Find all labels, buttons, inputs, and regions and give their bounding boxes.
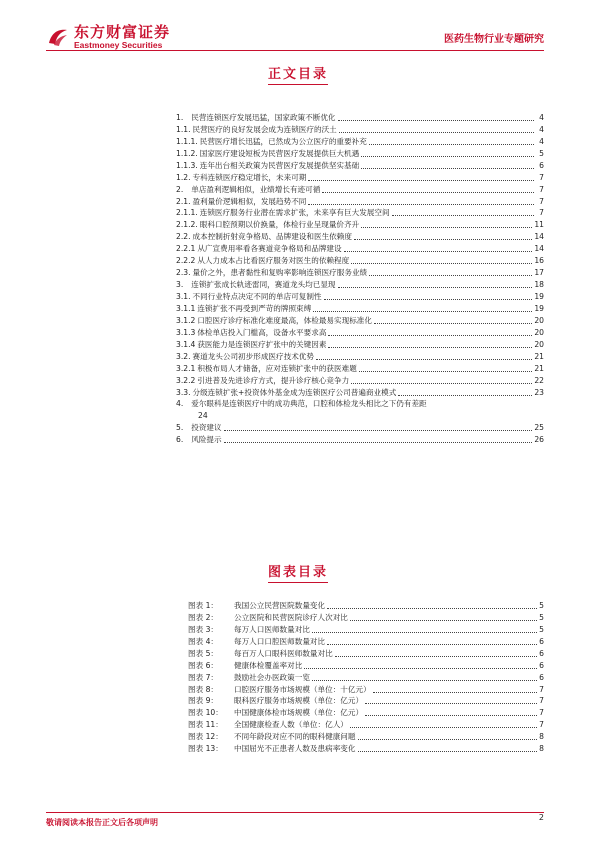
figures-title-text: 图表目录: [268, 561, 328, 583]
toc-entry[interactable]: [176, 148, 544, 160]
toc-entry-page: 7: [539, 172, 544, 182]
dot-leader: [308, 203, 534, 205]
toc-entry-text: 连锁扩张成长轨迹雷同，赛道龙头均已显现: [191, 280, 336, 290]
figure-entry-label: 图表 13：: [188, 744, 223, 754]
figure-entry-label: 图表 3：: [188, 624, 219, 634]
table-of-contents: [176, 112, 544, 446]
figure-entry-label: 图表 12：: [188, 732, 223, 742]
dot-leader: [392, 214, 534, 216]
toc-entry-number: 3.3.: [176, 387, 191, 397]
toc-entry-text: 专科连锁医疗稳定增长，未来可期: [192, 172, 307, 182]
figure-entry-page: 5: [539, 624, 544, 634]
dot-leader: [304, 667, 537, 669]
toc-entry-page: 20: [534, 339, 544, 349]
toc-entry[interactable]: [176, 327, 544, 339]
figure-entry-page: 5: [539, 612, 544, 622]
toc-entry-number: 2.1.: [176, 196, 191, 206]
figure-entry-page: 6: [539, 648, 544, 658]
toc-entry[interactable]: [176, 315, 544, 327]
toc-entry[interactable]: [176, 387, 544, 399]
toc-entry[interactable]: [176, 255, 544, 267]
toc-entry-page: 21: [534, 363, 544, 373]
dot-leader: [359, 370, 533, 372]
figure-entry[interactable]: [188, 612, 544, 624]
toc-entry-number: 2.1.1.: [176, 208, 198, 218]
toc-entry-page: 4: [539, 136, 544, 146]
dot-leader: [308, 179, 534, 181]
figure-entry-text: 鼓励社会办医政策一览: [234, 672, 310, 682]
figure-entry[interactable]: [188, 660, 544, 672]
toc-entry-number: 3.: [176, 280, 184, 290]
dot-leader: [350, 619, 537, 621]
figures-title: [0, 561, 596, 583]
toc-entry[interactable]: [176, 172, 544, 184]
eastmoney-logo-icon: [46, 25, 70, 49]
figure-entry-label: 图表 2：: [188, 612, 219, 622]
dot-leader: [373, 691, 537, 693]
dot-leader: [369, 143, 534, 145]
toc-title: [0, 63, 596, 85]
toc-entry[interactable]: [176, 231, 544, 243]
toc-entry[interactable]: [176, 399, 544, 411]
toc-entry-page: 20: [534, 315, 544, 325]
figure-entry[interactable]: [188, 731, 544, 743]
dot-leader: [328, 334, 532, 336]
toc-entry-text: 民营医疗增长迅猛，已然成为公立医疗的重要补充: [199, 136, 367, 146]
toc-entry-number: 5.: [176, 423, 184, 433]
toc-entry[interactable]: [176, 112, 544, 124]
figure-entry-page: 6: [539, 672, 544, 682]
figure-entry[interactable]: [188, 684, 544, 696]
toc-entry-number: 3.1.3: [176, 327, 196, 337]
figure-entry-page: 6: [539, 660, 544, 670]
toc-entry-text: 单店盈利逻辑相似，业绩增长有迹可循: [191, 184, 321, 194]
toc-entry-number: 3.2.: [176, 351, 191, 361]
toc-entry-text: 连锁扩张不再受到严苛的牌照束缚: [197, 303, 312, 313]
toc-entry-text: 民营连锁医疗发展迅猛，国家政策不断优化: [191, 112, 336, 122]
logo-chinese-name: 东方财富证券: [74, 23, 171, 41]
toc-entry-page: 5: [539, 148, 544, 158]
toc-entry-text: 成本控制折射竞争格局、品牌建设和医生依赖度: [192, 232, 352, 242]
toc-entry-number: 3.1.4: [176, 339, 196, 349]
toc-entry-number: 1.1.2.: [176, 148, 198, 158]
toc-entry-page: 19: [534, 292, 544, 302]
figure-entry[interactable]: [188, 636, 544, 648]
figure-entry[interactable]: [188, 707, 544, 719]
figure-entry-page: 7: [539, 708, 544, 718]
dot-leader: [335, 655, 537, 657]
dot-leader: [361, 226, 532, 228]
figure-entry-text: 中国屈光不正患者人数及患病率变化: [234, 744, 356, 754]
dot-leader: [398, 394, 532, 396]
toc-entry-page: 6: [539, 160, 544, 170]
toc-entry-page: 22: [534, 375, 544, 385]
figure-entry-page: 8: [539, 732, 544, 742]
figure-entry-text: 公立医院和民营医院诊疗人次对比: [234, 612, 348, 622]
figure-entry-label: 图表 5：: [188, 648, 219, 658]
dot-leader: [354, 238, 532, 240]
dot-leader: [365, 702, 537, 704]
toc-entry[interactable]: [176, 291, 544, 303]
toc-entry-number: 1.1.3.: [176, 160, 198, 170]
figure-entry[interactable]: [188, 600, 544, 612]
dot-leader: [313, 310, 532, 312]
toc-entry-text: 风险提示: [191, 435, 222, 445]
toc-entry-text: 不同行业特点决定不同的单店可复制性: [192, 292, 322, 302]
toc-entry-number: 2.1.2.: [176, 220, 198, 230]
header-divider: [46, 50, 544, 51]
toc-entry[interactable]: [176, 375, 544, 387]
toc-entry-text: 获医能力是连锁医疗扩张中的关键因素: [197, 339, 327, 349]
eastmoney-logo: [46, 24, 170, 50]
toc-entry-number: 3.1.: [176, 292, 191, 302]
toc-entry[interactable]: [176, 351, 544, 363]
toc-entry-page: 25: [534, 423, 544, 433]
dot-leader: [361, 167, 534, 169]
toc-entry-page: 4: [539, 124, 544, 134]
toc-entry-text: 量价之外，患者黏性和复购率影响连锁医疗服务业绩: [192, 268, 368, 278]
toc-entry-text: 体检单店投入门槛高，设备水平要求高: [197, 327, 327, 337]
figure-entry-page: 5: [539, 600, 544, 610]
toc-entry-text: 盈利量价逻辑相似，发展趋势不同: [192, 196, 307, 206]
dot-leader: [338, 286, 533, 288]
toc-entry-text: 民营医疗的良好发展会成为连锁医疗的沃土: [192, 124, 337, 134]
figure-entry-label: 图表 10：: [188, 708, 223, 718]
dot-leader: [358, 738, 538, 740]
page-number: 2: [538, 813, 544, 822]
toc-entry-number: 3.1.2: [176, 315, 196, 325]
figure-entry[interactable]: [188, 672, 544, 684]
toc-entry-page: 14: [534, 244, 544, 254]
figure-entry[interactable]: [188, 648, 544, 660]
toc-entry-page: 17: [534, 268, 544, 278]
figure-entry-text: 健康体检覆盖率对比: [234, 660, 303, 670]
figure-entry-text: 每万人口口腔医师数量对比: [234, 636, 326, 646]
logo-english-name: Eastmoney Securities: [74, 40, 163, 50]
toc-entry-text: 引进普及先进诊疗方式，提升诊疗核心竞争力: [197, 375, 350, 385]
toc-entry[interactable]: [176, 219, 544, 231]
figure-entry-label: 图表 7：: [188, 672, 219, 682]
disclaimer: 敬请阅读本报告正文后各项声明: [46, 818, 158, 827]
dot-leader: [361, 155, 534, 157]
figure-entry-text: 全国健康检查人数（单位：亿人）: [234, 720, 348, 730]
toc-title-text: 正文目录: [268, 63, 328, 85]
figure-entry-label: 图表 6：: [188, 660, 219, 670]
toc-entry-text: 赛道龙头公司初步形成医疗技术优势: [192, 351, 314, 361]
dot-leader: [312, 631, 537, 633]
dot-leader: [312, 679, 537, 681]
figure-entry-page: 8: [539, 744, 544, 754]
dot-leader: [324, 298, 533, 300]
figure-entry-label: 图表 1：: [188, 600, 219, 610]
dot-leader: [322, 191, 534, 193]
dot-leader: [338, 119, 534, 121]
dot-leader: [327, 643, 537, 645]
toc-entry-text: 积极布局人才储备，应对连锁扩张中的获医难题: [197, 363, 357, 373]
dot-leader: [369, 274, 532, 276]
toc-entry-number: 3.1.1: [176, 303, 196, 313]
toc-entry-text: 眼科口腔预期以价换量，体检行业呈现量价齐升: [199, 220, 360, 230]
list-of-figures: [188, 600, 544, 755]
figure-entry[interactable]: [188, 719, 544, 731]
dot-leader: [358, 750, 538, 752]
toc-entry-page: 21: [534, 351, 544, 361]
toc-entry-page: 7: [539, 184, 544, 194]
toc-entry[interactable]: [176, 124, 544, 136]
report-type: 医药生物行业专题研究: [444, 34, 544, 45]
toc-entry[interactable]: [176, 363, 544, 375]
toc-entry-number: 2.2.2: [176, 256, 196, 266]
toc-entry-page: 26: [534, 435, 544, 445]
figure-entry-page: 7: [539, 684, 544, 694]
dot-leader: [224, 441, 533, 443]
toc-entry-page: 20: [534, 327, 544, 337]
figure-entry[interactable]: [188, 624, 544, 636]
toc-entry[interactable]: [176, 303, 544, 315]
dot-leader: [339, 131, 534, 133]
figure-entry-label: 图表 11：: [188, 720, 223, 730]
dot-leader: [316, 358, 532, 360]
toc-entry-text: 连锁医疗服务行业潜在需求扩张，未来享有巨大发展空间: [199, 208, 390, 218]
figure-entry-text: 不同年龄段对应不同的眼科健康问题: [234, 732, 356, 742]
toc-entry-number: 2.2.1: [176, 244, 196, 254]
dot-leader: [351, 382, 532, 384]
toc-entry-number: 1.1.1.: [176, 136, 198, 146]
dot-leader: [327, 607, 537, 609]
toc-entry[interactable]: [176, 422, 544, 434]
toc-entry-number: 2.: [176, 184, 184, 194]
toc-entry-number: 1.1.: [176, 124, 191, 134]
toc-entry-number: 1.2.: [176, 172, 191, 182]
figure-entry-label: 图表 4：: [188, 636, 219, 646]
toc-entry-page: 11: [534, 220, 544, 230]
toc-entry-page: 19: [534, 303, 544, 313]
figure-entry-text: 口腔医疗服务市场规模（单位：十亿元）: [234, 684, 371, 694]
toc-entry[interactable]: [176, 243, 544, 255]
toc-entry-number: 6.: [176, 435, 184, 445]
toc-entry[interactable]: [176, 267, 544, 279]
page-header: [0, 0, 596, 60]
toc-entry-text: 从人力成本占比看医疗服务对医生的依赖程度: [197, 256, 350, 266]
figure-entry-label: 图表 9：: [188, 696, 219, 706]
toc-entry-page: 23: [534, 387, 544, 397]
toc-entry[interactable]: [176, 136, 544, 148]
toc-entry-page: 14: [534, 232, 544, 242]
toc-entry[interactable]: [176, 339, 544, 351]
figure-entry-text: 眼科医疗服务市场规模（单位：亿元）: [234, 696, 364, 706]
figure-entry-text: 每百万人口眼科医师数量对比: [234, 648, 333, 658]
dot-leader: [344, 250, 533, 252]
toc-entry-text: 从广宣费用率看各赛道竞争格局和品牌建设: [197, 244, 342, 254]
toc-entry[interactable]: [176, 160, 544, 172]
toc-entry-text: 爱尔眼科是连锁医疗中的成功典范，口腔和体检龙头相比之下仍有差距: [191, 399, 427, 409]
figure-entry-label: 图表 8：: [188, 684, 219, 694]
figure-entry[interactable]: [188, 696, 544, 708]
dot-leader: [350, 726, 537, 728]
figure-entry-page: 7: [539, 720, 544, 730]
toc-entry-number: 2.2.: [176, 232, 191, 242]
dot-leader: [374, 322, 532, 324]
toc-entry-page-wrapped: 24: [198, 411, 208, 421]
figure-entry-text: 我国公立民营医院数量变化: [234, 600, 326, 610]
toc-entry-text: 分级连锁扩张+投资体外基金成为连锁医疗公司普遍商业模式: [192, 387, 397, 397]
figure-entry-page: 6: [539, 636, 544, 646]
toc-entry-number: 4.: [176, 399, 184, 409]
toc-entry-number: 3.2.1: [176, 363, 196, 373]
toc-entry-number: 3.2.2: [176, 375, 196, 385]
toc-entry-number: 2.3.: [176, 268, 191, 278]
toc-entry-page: 18: [534, 280, 544, 290]
toc-entry-number: 1.: [176, 112, 184, 122]
toc-entry-page: 7: [539, 208, 544, 218]
dot-leader: [328, 346, 532, 348]
figure-entry[interactable]: [188, 743, 544, 755]
toc-entry-page: 16: [534, 256, 544, 266]
dot-leader: [224, 429, 533, 431]
toc-entry-text: 投资建议: [191, 423, 222, 433]
toc-entry[interactable]: [176, 184, 544, 196]
toc-entry[interactable]: [176, 279, 544, 291]
toc-entry[interactable]: [176, 196, 544, 208]
toc-entry[interactable]: [176, 208, 544, 220]
toc-entry-text: 连年出台相关政策为民营医疗发展提供坚实基础: [199, 160, 360, 170]
figure-entry-page: 7: [539, 696, 544, 706]
toc-entry-text: 国家医疗建设短板为民营医疗发展提供巨大机遇: [199, 148, 360, 158]
figure-entry-text: 每万人口医师数量对比: [234, 624, 310, 634]
toc-entry-page: 4: [539, 112, 544, 122]
toc-entry[interactable]: [176, 434, 544, 446]
toc-entry-text: 口腔医疗诊疗标准化难度最高，体检最易实现标准化: [197, 315, 372, 325]
dot-leader: [365, 714, 537, 716]
dot-leader: [351, 262, 532, 264]
footer-divider: [46, 812, 544, 813]
toc-entry-page: 7: [539, 196, 544, 206]
figure-entry-text: 中国健康体检市场规模（单位：亿元）: [234, 708, 364, 718]
